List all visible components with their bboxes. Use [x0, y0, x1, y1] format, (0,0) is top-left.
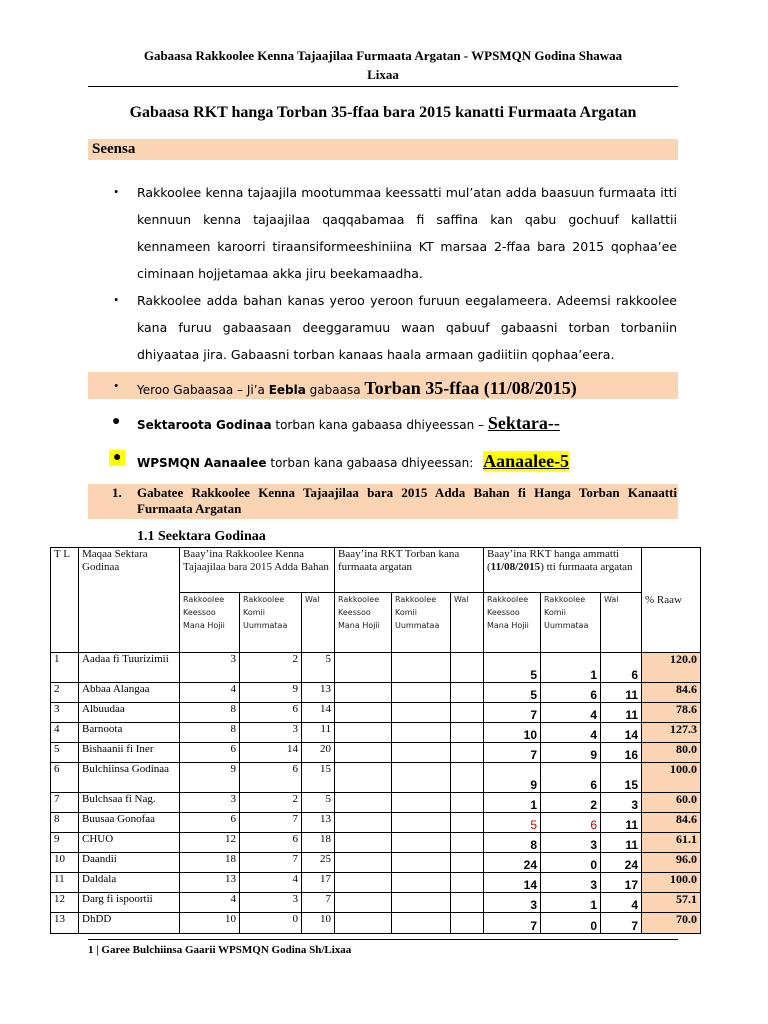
- cell-percent: 84.6: [642, 683, 701, 703]
- cell-public: 4: [240, 873, 302, 893]
- cell-internal: 18: [180, 853, 240, 873]
- cell-week-public: [392, 893, 451, 913]
- cell-percent: 120.0: [642, 653, 701, 683]
- cell-internal: 3: [180, 793, 240, 813]
- page-header-line2: Lixaa: [367, 67, 399, 82]
- footer-rule: [88, 939, 678, 940]
- page-footer: 1 | Garee Bulchiinsa Gaarii WPSMQN Godina Sh/Lixaa: [88, 944, 352, 956]
- subcol-c: Wal: [601, 593, 642, 653]
- cell-total: 5: [302, 653, 335, 683]
- cell-week-internal: [335, 913, 392, 934]
- subcol-a: Rakkoolee Keessoo Mana Hojii: [335, 593, 392, 653]
- group3-b: ) tti furmaata argatan: [540, 561, 633, 573]
- cell-solved-public: 6: [541, 683, 601, 703]
- cell-week-total: [451, 913, 484, 934]
- cell-internal: 4: [180, 683, 240, 703]
- cell-solved-internal: 7: [484, 743, 541, 763]
- cell-total: 25: [302, 853, 335, 873]
- cell-solved-public: 3: [541, 833, 601, 853]
- bullet-paragraph-2: Rakkoolee adda bahan kanas yeroo yeroon furuun eegalameera. Adeemsi rakkoolee kana furuu gabaasaan deeggaramuu waan qabuuf gabaasni torban torbaniin dhiyaataa jira. Gabaasni torban kanaas haala armaan gadiitiin qophaa’eera.: [137, 293, 677, 362]
- cell-internal: 9: [180, 763, 240, 793]
- cell-week-total: [451, 683, 484, 703]
- cell-public: 2: [240, 793, 302, 813]
- cell-internal: 6: [180, 813, 240, 833]
- cell-total: 10: [302, 913, 335, 934]
- cell-internal: 10: [180, 913, 240, 934]
- cell-week-public: [392, 913, 451, 934]
- cell-solved-public: 6: [541, 813, 601, 833]
- cell-sector-name: Daldala: [79, 873, 180, 893]
- cell-solved-total: 16: [601, 743, 642, 763]
- cell-public: 7: [240, 813, 302, 833]
- bullet-icon: •: [114, 293, 119, 307]
- cell-sector-name: Bulchsaa fi Nag.: [79, 793, 180, 813]
- cell-week-total: [451, 873, 484, 893]
- cell-week-internal: [335, 813, 392, 833]
- cell-internal: 3: [180, 653, 240, 683]
- cell-week-public: [392, 653, 451, 683]
- table-row: [51, 723, 701, 743]
- cell-total: 11: [302, 723, 335, 743]
- cell-percent: 78.6: [642, 703, 701, 723]
- cell-number: 5: [51, 743, 79, 763]
- cell-total: 13: [302, 813, 335, 833]
- subcol-a: Rakkoolee Keessoo Mana Hojii: [484, 593, 541, 653]
- cell-week-total: [451, 743, 484, 763]
- table-row: [51, 913, 701, 934]
- section1-title: Gabatee Rakkoolee Kenna Tajaajilaa bara 2015 Adda Bahan fi Hanga Torban Kanaatti Furmaata Argatan: [137, 485, 677, 516]
- cell-solved-internal: 7: [484, 913, 541, 934]
- cell-solved-internal: 10: [484, 723, 541, 743]
- table-row: [51, 653, 701, 683]
- page-header: [88, 46, 678, 84]
- cell-solved-internal: 14: [484, 873, 541, 893]
- cell-week-internal: [335, 703, 392, 723]
- report-time-prefix: Yeroo Gabaasaa – Ji’a: [137, 383, 269, 397]
- cell-week-internal: [335, 743, 392, 763]
- cell-solved-total: 11: [601, 813, 642, 833]
- cell-number: 1: [51, 653, 79, 683]
- cell-total: 14: [302, 703, 335, 723]
- table-row: [51, 853, 701, 873]
- cell-week-public: [392, 813, 451, 833]
- cell-week-total: [451, 853, 484, 873]
- cell-percent: 70.0: [642, 913, 701, 934]
- cell-number: 8: [51, 813, 79, 833]
- cell-sector-name: Barnoota: [79, 723, 180, 743]
- section-seensa: Seensa: [88, 139, 678, 160]
- cell-internal: 12: [180, 833, 240, 853]
- report-time-mid: gabaasa: [305, 383, 365, 397]
- bullet-icon: ●: [112, 414, 121, 429]
- header-rule: [88, 86, 678, 87]
- col-group3: [484, 548, 642, 593]
- report-month: Eebla: [268, 383, 306, 397]
- cell-public: 6: [240, 703, 302, 723]
- cell-week-internal: [335, 653, 392, 683]
- cell-percent: 84.6: [642, 813, 701, 833]
- cell-solved-internal: 5: [484, 683, 541, 703]
- cell-solved-total: 4: [601, 893, 642, 913]
- cell-week-public: [392, 763, 451, 793]
- cell-public: 3: [240, 893, 302, 913]
- cell-week-total: [451, 763, 484, 793]
- cell-internal: 4: [180, 893, 240, 913]
- table-row: [51, 833, 701, 853]
- cell-week-internal: [335, 833, 392, 853]
- cell-public: 7: [240, 853, 302, 873]
- cell-week-internal: [335, 793, 392, 813]
- col-tl: T L: [51, 548, 79, 653]
- subcol-c: Wal: [451, 593, 484, 653]
- table-header-row: [51, 548, 701, 593]
- cell-week-public: [392, 853, 451, 873]
- cell-solved-internal: 7: [484, 703, 541, 723]
- cell-sector-name: CHUO: [79, 833, 180, 853]
- cell-week-total: [451, 813, 484, 833]
- cell-solved-public: 4: [541, 703, 601, 723]
- cell-solved-internal: 5: [484, 653, 541, 683]
- cell-percent: 100.0: [642, 873, 701, 893]
- cell-solved-total: 6: [601, 653, 642, 683]
- cell-number: 7: [51, 793, 79, 813]
- cell-solved-public: 0: [541, 913, 601, 934]
- cell-public: 0: [240, 913, 302, 934]
- cell-number: 2: [51, 683, 79, 703]
- cell-number: 13: [51, 913, 79, 934]
- cell-percent: 100.0: [642, 763, 701, 793]
- report-week: Torban 35-ffaa (11/08/2015): [364, 378, 577, 398]
- cell-week-total: [451, 833, 484, 853]
- table-row: [51, 763, 701, 793]
- table-row: [51, 743, 701, 763]
- cell-total: 5: [302, 793, 335, 813]
- bullet-paragraph-1: Rakkoolee kenna tajaajila mootummaa keessatti mul’atan adda baasuun furmaata itti kennuun kenna tajaajilaa qaqqabamaa fi saffina kan qabu gochuuf kallattii kennameen karoorri tiraansiformeeshiniina KT marsaa 2-ffaa bara 2015 qophaa’ee ciminaan hojjetamaa akka jiru beekamaadha.: [137, 185, 677, 281]
- cell-total: 17: [302, 873, 335, 893]
- cell-week-total: [451, 703, 484, 723]
- cell-week-public: [392, 703, 451, 723]
- cell-internal: 6: [180, 743, 240, 763]
- district-text: torban kana gabaasa dhiyeessan:: [266, 456, 478, 470]
- cell-solved-public: 6: [541, 763, 601, 793]
- cell-solved-internal: 24: [484, 853, 541, 873]
- cell-number: 4: [51, 723, 79, 743]
- cell-solved-public: 4: [541, 723, 601, 743]
- cell-percent: 57.1: [642, 893, 701, 913]
- cell-sector-name: Bulchiinsa Godinaa: [79, 763, 180, 793]
- district-label: WPSMQN Aanaalee: [137, 456, 267, 470]
- sector-label: Sektaroota Godinaa: [137, 418, 272, 432]
- col-group2: Baay’ina RKT Torban kana furmaata argatan: [335, 548, 484, 593]
- cell-number: 11: [51, 873, 79, 893]
- cell-solved-total: 11: [601, 833, 642, 853]
- table-row: [51, 683, 701, 703]
- group3-a: Baay’ina RKT hanga ammatti (: [487, 548, 620, 573]
- cell-public: 3: [240, 723, 302, 743]
- cell-total: 20: [302, 743, 335, 763]
- cell-internal: 8: [180, 723, 240, 743]
- cell-public: 9: [240, 683, 302, 703]
- cell-solved-public: 1: [541, 893, 601, 913]
- col-pct: % Raaw: [642, 548, 701, 653]
- cell-week-internal: [335, 893, 392, 913]
- cell-total: 13: [302, 683, 335, 703]
- cell-solved-total: 14: [601, 723, 642, 743]
- cell-number: 9: [51, 833, 79, 853]
- cell-public: 14: [240, 743, 302, 763]
- cell-solved-internal: 1: [484, 793, 541, 813]
- sector-value: Sektara--: [487, 413, 560, 433]
- cell-week-internal: [335, 723, 392, 743]
- table-row: [51, 813, 701, 833]
- cell-sector-name: Daandii: [79, 853, 180, 873]
- sector-text: torban kana gabaasa dhiyeessan –: [271, 418, 488, 432]
- cell-solved-public: 3: [541, 873, 601, 893]
- cell-week-internal: [335, 873, 392, 893]
- cell-public: 2: [240, 653, 302, 683]
- cell-solved-internal: 3: [484, 893, 541, 913]
- bullet-icon: ●: [109, 450, 125, 466]
- cell-internal: 13: [180, 873, 240, 893]
- cell-week-public: [392, 793, 451, 813]
- cell-solved-total: 3: [601, 793, 642, 813]
- table-row: [51, 873, 701, 893]
- cell-sector-name: Darg fi ispoortii: [79, 893, 180, 913]
- cell-solved-internal: 9: [484, 763, 541, 793]
- cell-solved-internal: 8: [484, 833, 541, 853]
- subcol-c: Wal: [302, 593, 335, 653]
- cell-solved-total: 15: [601, 763, 642, 793]
- district-value: Aanaalee-5: [483, 451, 570, 471]
- subcol-b: Rakkoolee Komii Uummataa: [240, 593, 302, 653]
- report-time-line: [137, 378, 577, 399]
- subcol-b: Rakkoolee Komii Uummataa: [392, 593, 451, 653]
- cell-internal: 8: [180, 703, 240, 723]
- bullet-icon: •: [114, 185, 119, 199]
- document-title: Gabaasa RKT hanga Torban 35-ffaa bara 2015 kanatti Furmaata Argatan: [129, 104, 637, 121]
- cell-percent: 80.0: [642, 743, 701, 763]
- table-row: [51, 703, 701, 723]
- cell-solved-public: 2: [541, 793, 601, 813]
- cell-week-total: [451, 723, 484, 743]
- cell-number: 10: [51, 853, 79, 873]
- district-line: [137, 451, 569, 472]
- subcol-b: Rakkoolee Komii Uummataa: [541, 593, 601, 653]
- cell-week-public: [392, 723, 451, 743]
- cell-sector-name: Bishaanii fi Iner: [79, 743, 180, 763]
- cell-total: 15: [302, 763, 335, 793]
- cell-solved-total: 11: [601, 683, 642, 703]
- cell-solved-public: 1: [541, 653, 601, 683]
- cell-public: 6: [240, 763, 302, 793]
- section1-number: 1.: [112, 485, 122, 500]
- cell-solved-total: 7: [601, 913, 642, 934]
- cell-week-total: [451, 793, 484, 813]
- cell-week-internal: [335, 763, 392, 793]
- cell-sector-name: Buusaa Gonofaa: [79, 813, 180, 833]
- bullet-icon: •: [114, 379, 119, 393]
- table-row: [51, 893, 701, 913]
- cell-solved-public: 0: [541, 853, 601, 873]
- table-row: [51, 793, 701, 813]
- cell-week-internal: [335, 853, 392, 873]
- subcol-a: Rakkoolee Keessoo Mana Hojii: [180, 593, 240, 653]
- cell-solved-internal: 5: [484, 813, 541, 833]
- col-group1: Baay’ina Rakkoolee Kenna Tajaajilaa bara 2015 Adda Bahan: [180, 548, 335, 593]
- cell-week-public: [392, 833, 451, 853]
- cell-week-total: [451, 893, 484, 913]
- page-header-line1: Gabaasa Rakkoolee Kenna Tajaajilaa Furmaata Argatan - WPSMQN Godina Shawaa: [143, 48, 623, 63]
- cell-total: 18: [302, 833, 335, 853]
- sector-line: [137, 413, 560, 434]
- cell-week-public: [392, 683, 451, 703]
- cell-percent: 96.0: [642, 853, 701, 873]
- cell-percent: 61.1: [642, 833, 701, 853]
- cell-week-public: [392, 873, 451, 893]
- group3-date: 11/08/2015: [490, 561, 541, 573]
- cell-solved-total: 17: [601, 873, 642, 893]
- cell-percent: 60.0: [642, 793, 701, 813]
- cell-sector-name: Aadaa fi Tuurizimii: [79, 653, 180, 683]
- cell-week-internal: [335, 683, 392, 703]
- cell-sector-name: Albuudaa: [79, 703, 180, 723]
- col-name: Maqaa Sektara Godinaa: [79, 548, 180, 653]
- cell-solved-total: 11: [601, 703, 642, 723]
- cell-week-public: [392, 743, 451, 763]
- cell-public: 6: [240, 833, 302, 853]
- cell-sector-name: Abbaa Alangaa: [79, 683, 180, 703]
- cell-sector-name: DhDD: [79, 913, 180, 934]
- cell-number: 12: [51, 893, 79, 913]
- sector-table: [50, 547, 701, 934]
- cell-solved-total: 24: [601, 853, 642, 873]
- cell-solved-public: 9: [541, 743, 601, 763]
- cell-week-total: [451, 653, 484, 683]
- cell-number: 3: [51, 703, 79, 723]
- cell-number: 6: [51, 763, 79, 793]
- cell-total: 7: [302, 893, 335, 913]
- subsection-title: 1.1 Seektara Godinaa: [137, 529, 266, 544]
- cell-percent: 127.3: [642, 723, 701, 743]
